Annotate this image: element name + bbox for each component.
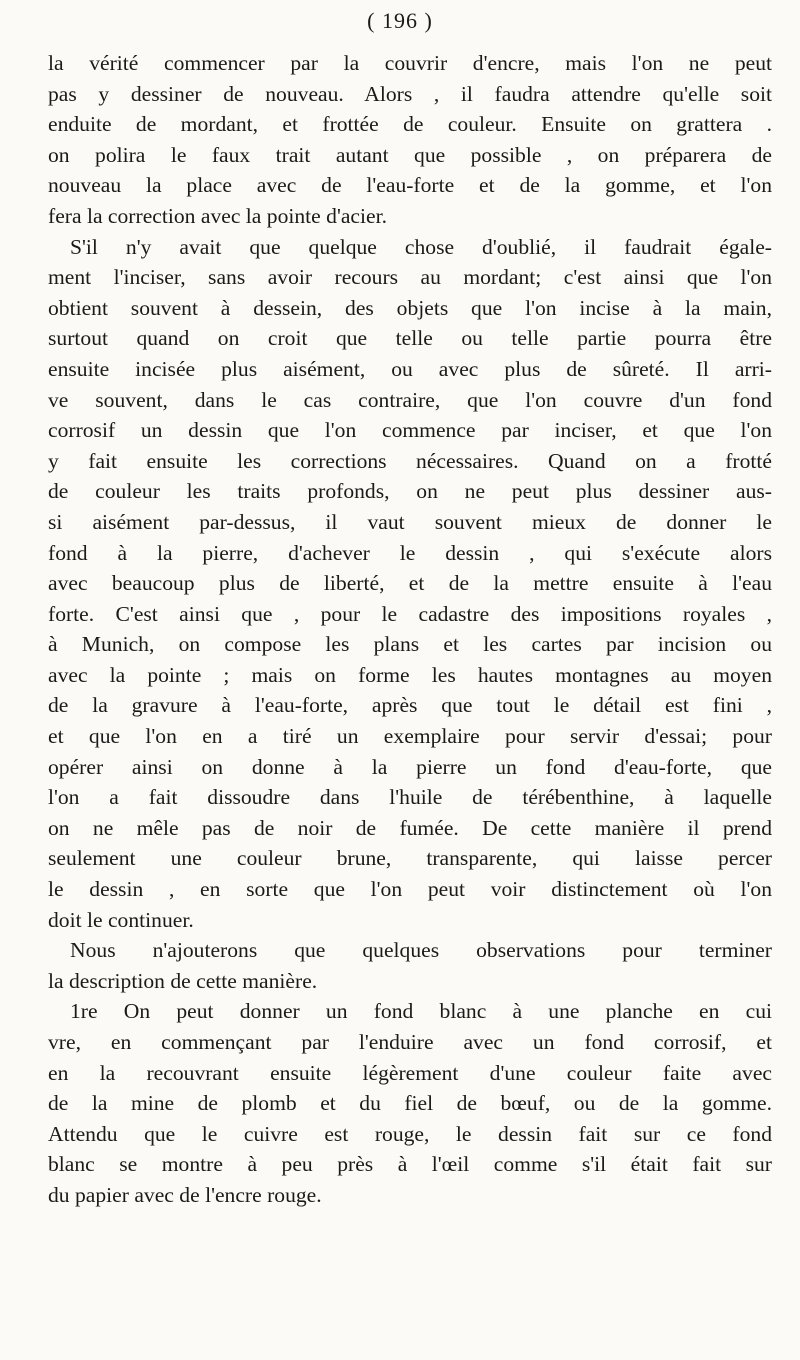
text-line: du papier avec de l'encre rouge. <box>48 1182 322 1207</box>
text-line: ensuite incisée plus aisément, ou avec plus de sûreté. Il arri- <box>48 356 772 381</box>
text-line: seulement une couleur brune, transparente, qui laisse percer <box>48 846 772 871</box>
paragraph-3 <box>48 935 772 996</box>
text-line: de la gravure à l'eau-forte, après que tout le détail est fini , <box>48 693 772 718</box>
text-line: on polira le faux trait autant que possible , on préparera de <box>48 142 772 167</box>
page-number: ( 196 ) <box>367 8 433 33</box>
text-line: 1re On peut donner un fond blanc à une planche en cui <box>70 999 772 1024</box>
text-line: en la recouvrant ensuite légèrement d'une couleur faite avec <box>48 1060 772 1085</box>
text-line: enduite de mordant, et frottée de couleur. Ensuite on grattera . <box>48 112 772 137</box>
text-line: corrosif un dessin que l'on commence par inciser, et que l'on <box>48 418 772 443</box>
text-line: nouveau la place avec de l'eau-forte et de la gomme, et l'on <box>48 173 772 198</box>
text-line: la description de cette manière. <box>48 968 318 993</box>
text-line: ve souvent, dans le cas contraire, que l'on couvre d'un fond <box>48 387 772 412</box>
text-line: ment l'inciser, sans avoir recours au mordant; c'est ainsi que l'on <box>48 265 772 290</box>
text-line: l'on a fait dissoudre dans l'huile de térébenthine, à laquelle <box>48 785 772 810</box>
text-line: blanc se montre à peu près à l'œil comme s'il était fait sur <box>48 1152 772 1177</box>
text-line: à Munich, on compose les plans et les cartes par incision ou <box>48 632 772 657</box>
text-line: doit le continuer. <box>48 907 194 932</box>
text-line: vre, en commençant par l'enduire avec un fond corrosif, et <box>48 1030 772 1054</box>
text-line: de couleur les traits profonds, on ne peut plus dessiner aus- <box>48 479 772 504</box>
text-line: y fait ensuite les corrections nécessaires. Quand on a frotté <box>48 448 772 473</box>
text-line: Attendu que le cuivre est rouge, le dessin fait sur ce fond <box>48 1121 772 1146</box>
text-line: on ne mêle pas de noir de fumée. De cette manière il prend <box>48 815 772 840</box>
text-line: de la mine de plomb et du fiel de bœuf, ou de la gomme. <box>48 1091 772 1116</box>
paragraph-2 <box>48 232 772 936</box>
text-line: pas y dessiner de nouveau. Alors , il faudra attendre qu'elle soit <box>48 81 772 106</box>
text-line: surtout quand on croit que telle ou telle partie pourra être <box>48 326 772 351</box>
text-line: le dessin , en sorte que l'on peut voir distinctement où l'on <box>48 877 772 902</box>
text-line: fera la correction avec la pointe d'acier. <box>48 203 387 228</box>
text-line: forte. C'est ainsi que , pour le cadastre des impositions royales , <box>48 601 772 626</box>
text-line: fond à la pierre, d'achever le dessin , qui s'exécute alors <box>48 540 772 565</box>
paragraph-1 <box>48 48 772 232</box>
text-line: et que l'on en a tiré un exemplaire pour servir d'essai; pour <box>48 724 772 749</box>
paragraph-4 <box>48 996 772 1210</box>
body-text <box>48 48 772 1211</box>
text-line: avec la pointe ; mais on forme les hautes montagnes au moyen <box>48 662 772 687</box>
text-line: obtient souvent à dessein, des objets que l'on incise à la main, <box>48 295 772 320</box>
text-line: avec beaucoup plus de liberté, et de la mettre ensuite à l'eau <box>48 571 772 596</box>
text-line: S'il n'y avait que quelque chose d'oublié, il faudrait égale- <box>70 234 772 259</box>
text-line: la vérité commencer par la couvrir d'encre, mais l'on ne peut <box>48 51 772 75</box>
text-line: si aisément par-dessus, il vaut souvent mieux de donner le <box>48 509 772 534</box>
text-line: Nous n'ajouterons que quelques observations pour terminer <box>70 938 772 963</box>
text-line: opérer ainsi on donne à la pierre un fond d'eau-forte, que <box>48 754 772 779</box>
